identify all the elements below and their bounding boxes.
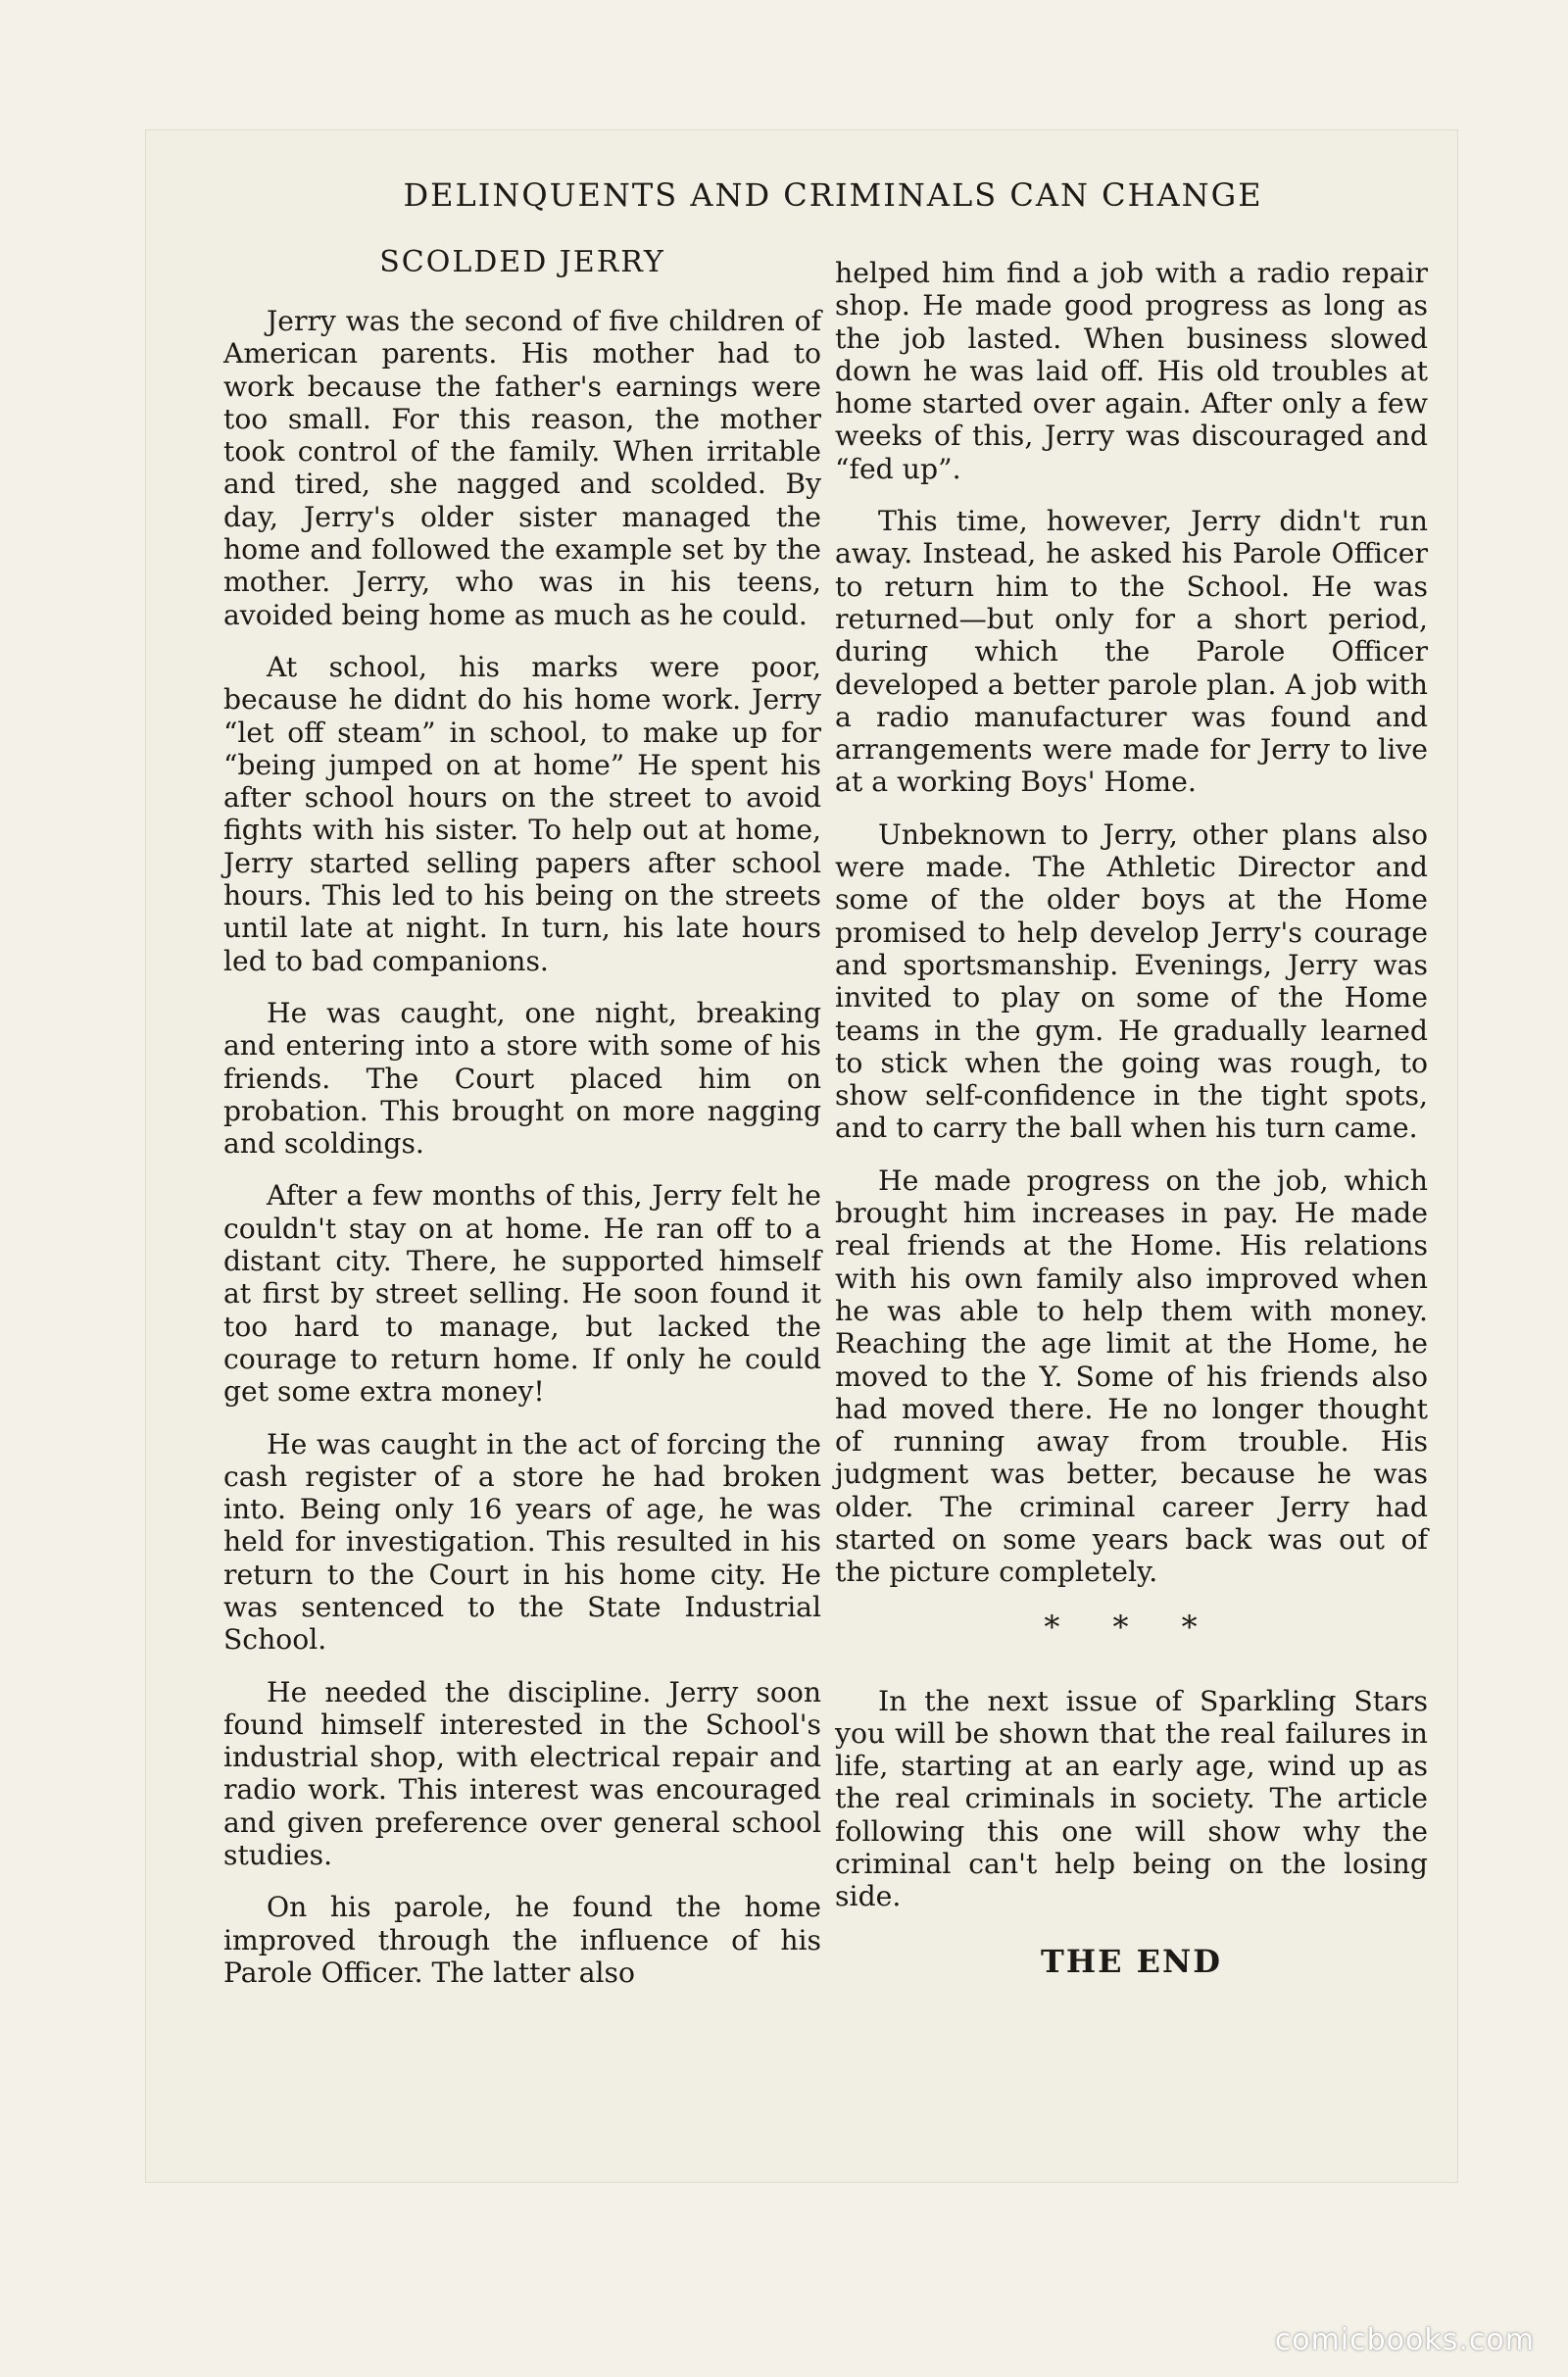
paragraph: On his parole, he found the home improved through the influence of his Parole Officer. The latter also <box>223 1891 821 1989</box>
paragraph: He needed the discipline. Jerry soon found himself interested in the School's industrial shop, with electrical repair and radio work. This interest was encouraged and given preference over general school studies. <box>223 1675 821 1872</box>
right-column <box>835 257 1428 1980</box>
section-separator: * * * <box>1044 1608 1219 1646</box>
page-title: DELINQUENTS AND CRIMINALS CAN CHANGE <box>403 176 1263 214</box>
left-column <box>223 245 821 2008</box>
end-mark: THE END <box>1041 1942 1222 1980</box>
next-issue-note: In the next issue of Sparkling Stars you will be shown that the real failures in life, starting at an early age, wind up as the real criminals in society. The article following this one will show why the criminal can't help being on the losing side. <box>835 1684 1428 1913</box>
story-heading: SCOLDED JERRY <box>379 245 665 279</box>
paragraph: Jerry was the second of five children of American parents. His mother had to work because the father's earnings were too small. For this reason, the mother took control of the family. When irritable and tired, she nagged and scolded. By day, Jerry's older sister managed the home and followed the example set by the mother. Jerry, who was in his teens, avoided being home as much as he could. <box>223 305 821 631</box>
paragraph: Unbeknown to Jerry, other plans also were made. The Athletic Director and some of the older boys at the Home promised to help develop Jerry's courage and sportsmanship. Evenings, Jerry was invited to play on some of the Home teams in the gym. He gradually learned to stick when the going was rough, to show self-confidence in the tight spots, and to carry the ball when his turn came. <box>835 817 1428 1145</box>
watermark: comicbooks.com <box>1274 2323 1535 2357</box>
paragraph: At school, his marks were poor, because he didnt do his home work. Jerry “let off steam” in school, to make up for “being jumped on at home” He spent his after school hours on the street to avoid fights with his sister. To help out at home, Jerry started selling papers after school hours. This led to his being on the streets until late at night. In turn, his late hours led to bad companions. <box>223 650 821 977</box>
paragraph: This time, however, Jerry didn't run away. Instead, he asked his Parole Officer to return him to the School. He was returned—but only for a short period, during which the Parole Officer developed a better parole plan. A job with a radio manufacturer was found and arrangements were made for Jerry to live at a working Boys' Home. <box>835 505 1428 799</box>
paragraph: He was caught, one night, breaking and entering into a store with some of his friends. The Court placed him on probation. This brought on more nagging and scoldings. <box>223 996 821 1161</box>
paragraph: After a few months of this, Jerry felt he couldn't stay on at home. He ran off to a distant city. There, he supported himself at first by street selling. He soon found it too hard to manage, but lacked the courage to return home. If only he could get some extra money! <box>223 1179 821 1409</box>
paragraph: He made progress on the job, which brought him increases in pay. He made real friends at the Home. His relations with his own family also improved when he was able to help them with money. Reaching the age limit at the Home, he moved to the Y. Some of his friends also had moved there. He no longer thought of running away from trouble. His judgment was better, because he was older. The criminal career Jerry had started on some years back was out of the picture completely. <box>835 1164 1428 1589</box>
paragraph: He was caught in the act of forcing the cash register of a store he had broken into. Being only 16 years of age, he was held for investigation. This resulted in his return to the Court in his home city. He was sentenced to the State Industrial School. <box>223 1427 821 1657</box>
paragraph-continued: helped him find a job with a radio repair shop. He made good progress as long as the job lasted. When business slowed down he was laid off. His old troubles at home started over again. After only a few weeks of this, Jerry was discouraged and “fed up”. <box>835 257 1428 485</box>
